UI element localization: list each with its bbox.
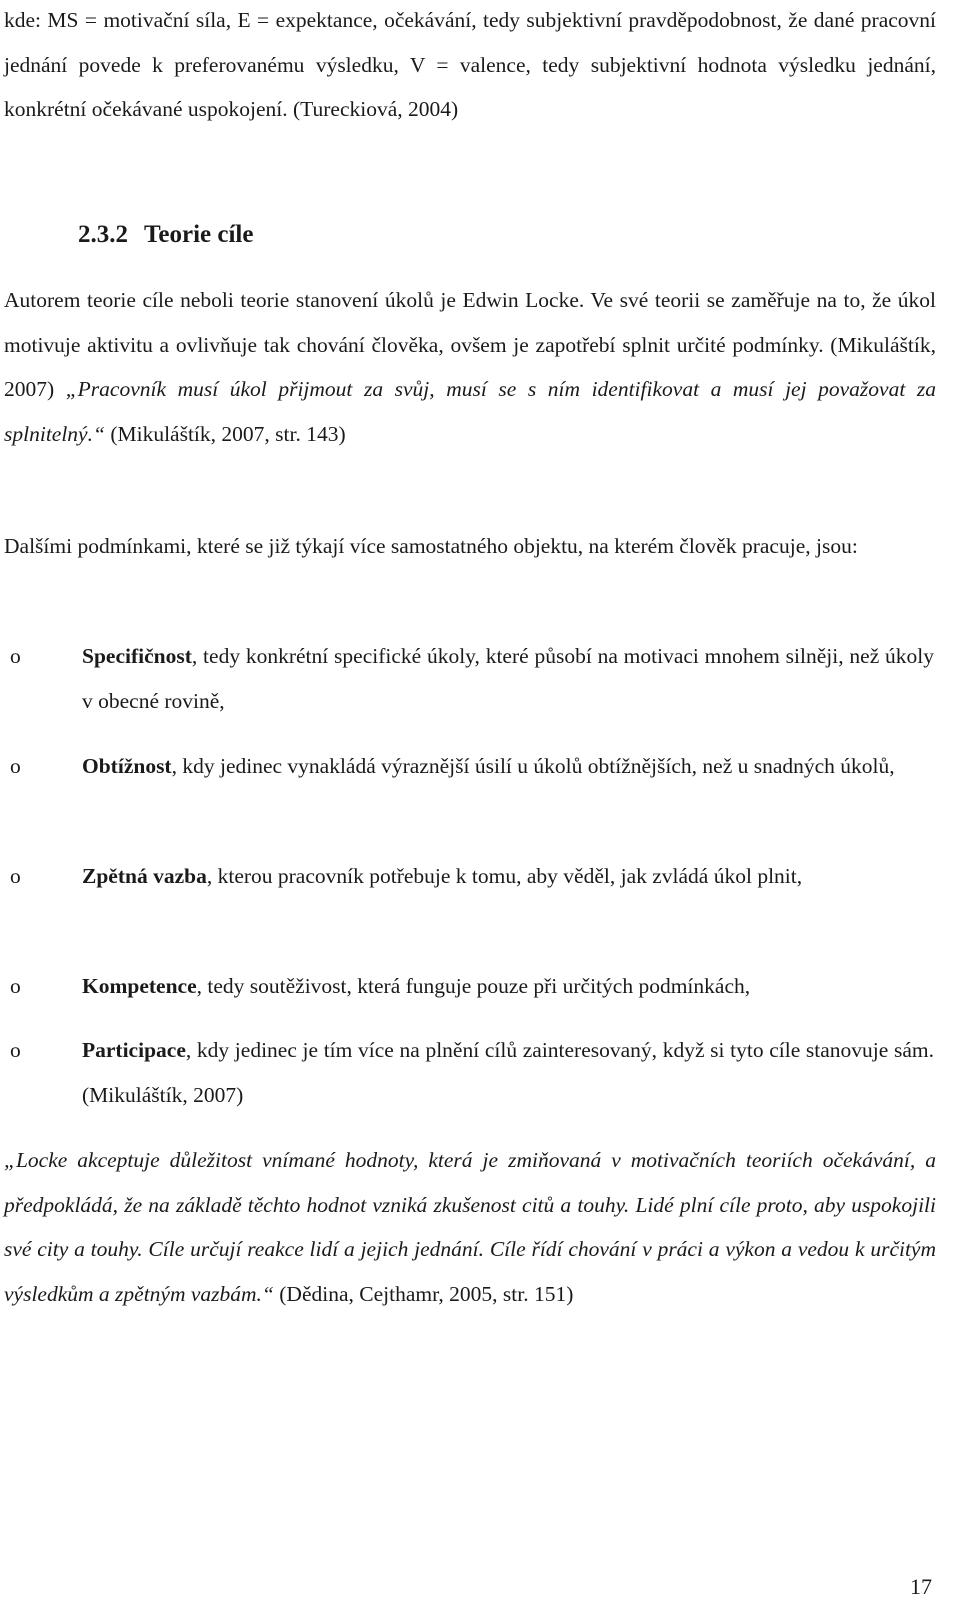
list-item-term: Zpětná vazba [82, 864, 207, 888]
list-bullet: o [10, 754, 21, 778]
list-bullet: o [10, 1038, 21, 1062]
section-heading [78, 215, 253, 255]
section-number: 2.3.2 [78, 221, 128, 248]
locke-citation: (Mikuláštík, 2007, str. 143) [104, 421, 346, 446]
list-item-text [82, 744, 934, 789]
list-item-description: , tedy soutěživost, která funguje pouze při určitých podmínkách, [196, 974, 751, 998]
list-item-term: Kompetence [82, 974, 197, 998]
list-item-description: , tedy konkrétní specifické úkoly, které působí na motivaci mnohem silněji, než úkoly v obecné rovině, [82, 644, 934, 713]
locke-paragraph [4, 278, 936, 456]
section-title: Teorie cíle [144, 221, 254, 248]
list-item-description: , kdy jedinec vynakládá výraznější úsilí u úkolů obtížnějších, než u snadných úkolů, [171, 754, 895, 778]
list-item-text [82, 634, 934, 723]
intro-text: kde: MS = motivační síla, E = expektance, očekávání, tedy subjektivní pravděpodobnost, že dané pracovní jednání povede k preferovanému výsledku, V = valence, tedy subjektivní hodnota výsledku jednání, konkrétní očekávané uspokojení. (Tureckiová, 2004) [4, 8, 936, 121]
conditions-text: Dalšími podmínkami, které se již týkají více samostatného objektu, na kterém člověk pracuje, jsou: [4, 534, 858, 558]
list-item-term: Specifičnost [82, 644, 192, 668]
list-bullet: o [10, 974, 21, 998]
list-item-text [82, 964, 934, 1009]
intro-paragraph [4, 0, 936, 132]
quote-citation: (Dědina, Cejthamr, 2005, str. 151) [273, 1281, 574, 1306]
locke-text: Autorem teorie cíle neboli teorie stanovení úkolů je Edwin Locke. Ve své teorii se zaměřuje na to, že úkol motivuje aktivitu a ovlivňuje tak chování člověka, ovšem je zapotřebí splnit určité podmínky. (Mikuláštík, 2007) [4, 288, 936, 401]
page-number: 17 [910, 1574, 932, 1599]
locke-values-quote: „Locke akceptuje důležitost vnímané hodnoty, která je zmiňovaná v motivačních teoriích očekávání, a předpokládá, že na základě těchto hodnot vzniká zkušenost citů a touhy. Lidé plní cíle proto, aby uspokojili své city a touhy. Cíle určují reakce lidí a jejich jednání. Cíle řídí chování v práci a výkon a vedou k určitým výsledkům a zpětným vazbám.“ [4, 1148, 936, 1306]
quote-paragraph [4, 1138, 936, 1316]
list-item-text [82, 854, 934, 899]
list-item-term: Obtížnost [82, 754, 172, 778]
list-bullet: o [10, 644, 21, 668]
locke-quote: „Pracovník musí úkol přijmout za svůj, musí se s ním identifikovat a musí jej považovat za splnitelný.“ [4, 377, 936, 446]
list-item-text [82, 1028, 934, 1117]
conditions-paragraph [4, 524, 936, 569]
list-item-description: , kterou pracovník potřebuje k tomu, aby věděl, jak zvládá úkol plnit, [206, 864, 803, 888]
list-item-term: Participace [82, 1038, 186, 1062]
list-bullet: o [10, 864, 21, 888]
list-item-description: , kdy jedinec je tím více na plnění cílů zainteresovaný, když si tyto cíle stanovuje sám. (Mikuláštík, 2007) [82, 1038, 934, 1107]
